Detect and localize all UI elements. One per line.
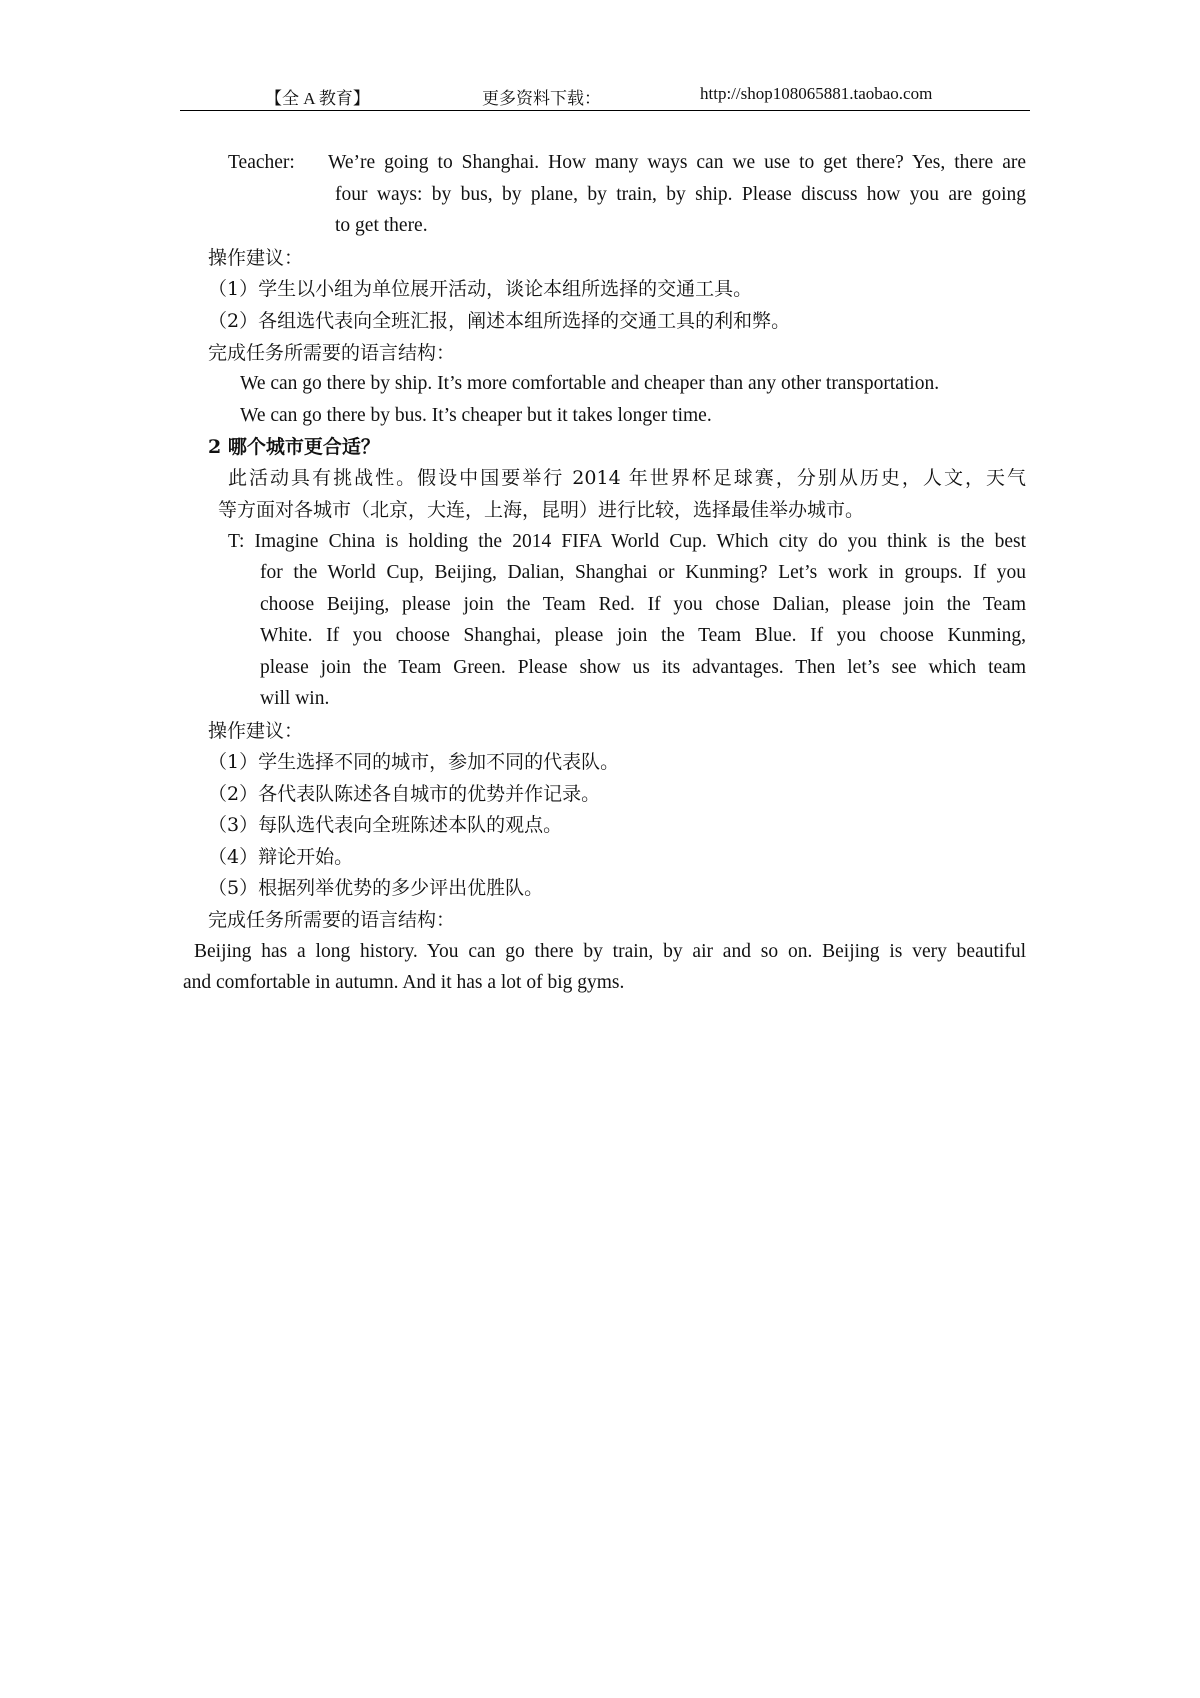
t-line-6: will win.	[260, 688, 330, 709]
ops2-title: 操作建议：	[208, 720, 304, 742]
ops1-item-2: （2）各组选代表向全班汇报，阐述本组所选择的交通工具的利和弊。	[208, 310, 791, 332]
t-line-2: for the World Cup, Beijing, Dalian, Shanghai or Kunming? Let’s work in groups. If you	[260, 562, 1026, 583]
teacher-line-1: We’re going to Shanghai. How many ways can we use to get there? Yes, there are	[328, 152, 1026, 173]
struct2-line-2: and comfortable in autumn. And it has a lot of big gyms.	[183, 972, 625, 993]
page-header	[180, 84, 1030, 112]
teacher-label: Teacher:	[228, 152, 295, 173]
ops2-item-4: （4）辩论开始。	[208, 846, 354, 868]
section-2-title: 2 哪个城市更合适？	[208, 436, 380, 458]
struct1-line-1: We can go there by ship. It’s more comfortable and cheaper than any other transportation.	[240, 373, 940, 394]
teacher-line-3: to get there.	[335, 215, 428, 236]
struct2-title: 完成任务所需要的语言结构：	[208, 909, 456, 931]
ops2-item-2: （2）各代表队陈述各自城市的优势并作记录。	[208, 783, 601, 805]
header-brand: 【全 A 教育】	[265, 89, 370, 108]
struct1-line-2: We can go there by bus. It’s cheaper but it takes longer time.	[240, 405, 712, 426]
section-2-desc-2: 等方面对各城市（北京，大连，上海，昆明）进行比较，选择最佳举办城市。	[218, 499, 865, 521]
ops1-item-1: （1）学生以小组为单位展开活动，谈论本组所选择的交通工具。	[208, 278, 753, 300]
t-line-3: choose Beijing, please join the Team Red. If you chose Dalian, please join the Team	[260, 594, 1026, 615]
header-download-label: 更多资料下载：	[482, 89, 601, 108]
t-line-1: T: Imagine China is holding the 2014 FIFA World Cup. Which city do you think is the best	[228, 531, 1026, 552]
section-2-desc-1: 此活动具有挑战性。假设中国要举行 2014 年世界杯足球赛，分别从历史，人文，天气	[228, 467, 1026, 489]
struct2-line-1: Beijing has a long history. You can go there by train, by air and so on. Beijing is very beautiful	[194, 941, 1026, 962]
ops2-item-1: （1）学生选择不同的城市，参加不同的代表队。	[208, 751, 620, 773]
struct1-title: 完成任务所需要的语言结构：	[208, 342, 456, 364]
teacher-line-2: four ways: by bus, by plane, by train, by ship. Please discuss how you are going	[335, 184, 1026, 205]
header-url: http://shop108065881.taobao.com	[700, 84, 933, 103]
t-line-5: please join the Team Green. Please show us its advantages. Then let’s see which team	[260, 657, 1026, 678]
ops2-item-5: （5）根据列举优势的多少评出优胜队。	[208, 877, 544, 899]
t-line-4: White. If you choose Shanghai, please join the Team Blue. If you choose Kunming,	[260, 625, 1026, 646]
ops1-title: 操作建议：	[208, 247, 304, 269]
ops2-item-3: （3）每队选代表向全班陈述本队的观点。	[208, 814, 563, 836]
header-rule	[180, 110, 1030, 111]
